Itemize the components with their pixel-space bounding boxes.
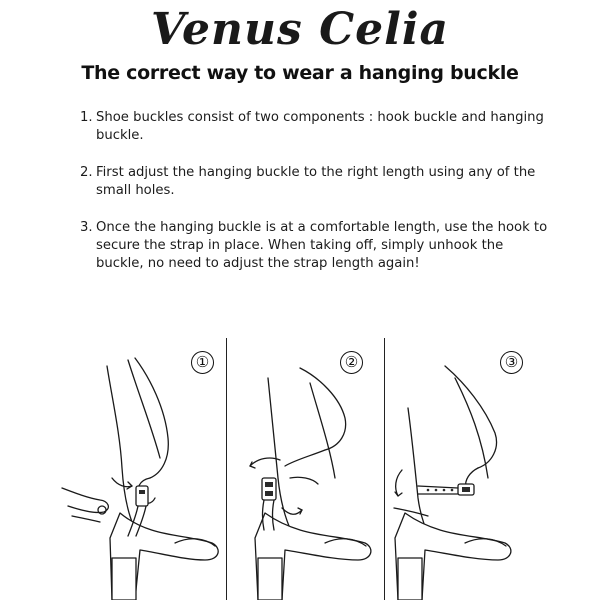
motion-arrow <box>112 478 132 489</box>
panel-divider-1 <box>226 338 227 600</box>
panel-2-number: ② <box>340 351 363 374</box>
hook-buckle-drawing <box>458 484 474 495</box>
hook-buckle-drawing <box>98 486 148 514</box>
step-number: 2. <box>80 165 93 180</box>
instruction-step-3 <box>80 219 550 273</box>
brand-logo <box>0 0 600 60</box>
panel-1-illustration <box>62 358 218 600</box>
step-number: 1. <box>80 110 93 125</box>
shoe-drawing <box>395 513 511 600</box>
step-number: 3. <box>80 220 93 235</box>
motion-arrow <box>395 470 402 496</box>
page-title: The correct way to wear a hanging buckle <box>81 62 519 84</box>
step-text: Once the hanging buckle is at a comfortable length, use the hook to secure the strap in place. When taking off, simply unhook the buckle, no need to adjust the strap length again! <box>96 220 548 271</box>
panel-2-illustration <box>250 368 371 600</box>
hook-buckle-drawing <box>262 478 276 500</box>
shoe-drawing <box>255 513 371 600</box>
instruction-step-1 <box>80 109 550 145</box>
hand-drawing <box>285 368 346 484</box>
instruction-step-2 <box>80 164 550 200</box>
strap-drawing <box>418 486 458 494</box>
illustration-strip <box>0 338 600 600</box>
brand-logo-text: Venus Celia <box>150 4 450 55</box>
step-text: First adjust the hanging buckle to the right length using any of the small holes. <box>96 165 536 198</box>
panel-3-number: ③ <box>500 351 523 374</box>
panel-divider-2 <box>384 338 385 600</box>
panel-3-illustration <box>394 366 511 600</box>
instruction-list <box>80 109 550 292</box>
step-text: Shoe buckles consist of two components : hook buckle and hanging buckle. <box>96 110 544 143</box>
hand-drawing <box>62 358 168 522</box>
shoe-drawing <box>110 513 218 600</box>
panel-1-number: ① <box>191 351 214 374</box>
